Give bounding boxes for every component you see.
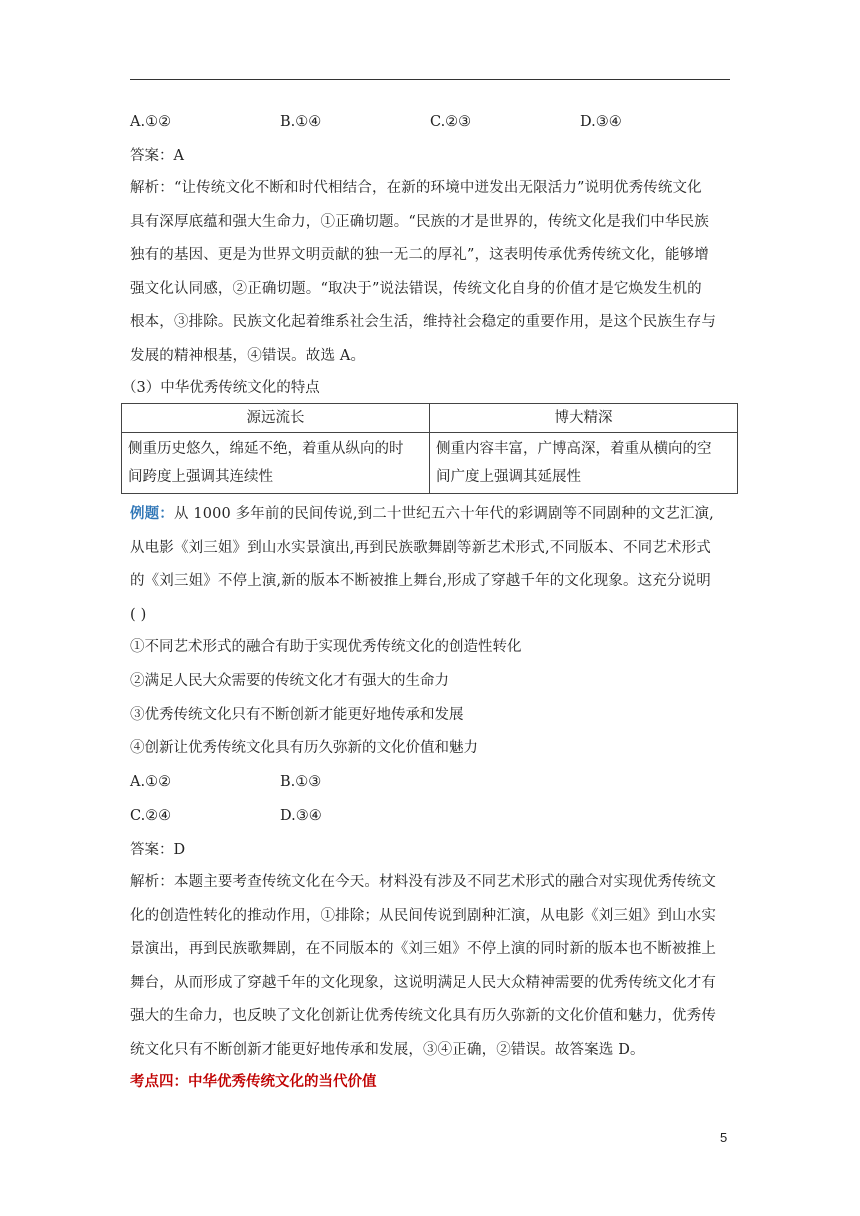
- q1-answer: 答案：A: [130, 148, 184, 164]
- table-cell-line: 间跨度上强调其连续性: [128, 469, 273, 485]
- section3-heading: （3）中华优秀传统文化的特点: [122, 380, 320, 396]
- table-header-row: [122, 404, 738, 433]
- table-header-cell: 博大精深: [430, 404, 738, 433]
- q1-analysis-line: 发展的精神根基，④错误。故选 A。: [130, 347, 366, 364]
- q1-analysis-line: 解析：“让传统文化不断和时代相结合，在新的环境中迸发出无限活力”说明优秀传统文化: [130, 180, 702, 196]
- example-analysis-line: 解析：本题主要考查传统文化在今天。材料没有涉及不同艺术形式的融合对实现优秀传统文: [130, 874, 716, 890]
- q1-option-d: D.③④: [580, 114, 622, 130]
- example-option-d: D.③④: [280, 808, 322, 824]
- table-cell: [122, 433, 430, 494]
- q1-analysis-line: 强文化认同感，②正确切题。“取决于”说法错误，传统文化自身的价值才是它焕发生机的: [130, 280, 702, 297]
- example-stem-line: ( ): [130, 606, 147, 623]
- q1-analysis-line: 独有的基因、更是为世界文明贡献的独一无二的厚礼”，这表明传承优秀传统文化，能够增: [130, 247, 709, 263]
- example-stem-line: 从电影《刘三姐》到山水实景演出,再到民族歌舞剧等新艺术形式,不同版本、不同艺术形式: [130, 539, 711, 556]
- table-row: [122, 433, 738, 494]
- example-stem: [130, 497, 730, 632]
- example-answer: 答案：D: [130, 842, 186, 858]
- example-analysis-line: 化的创造性转化的推动作用，①排除；从民间传说到剧种汇演，从电影《刘三姐》到山水实: [130, 907, 716, 924]
- table-cell-line: 侧重历史悠久，绵延不绝，着重从纵向的时: [128, 441, 404, 457]
- table-cell: [430, 433, 738, 494]
- example-analysis-line: 强大的生命力，也反映了文化创新让优秀传统文化具有历久弥新的文化价值和魅力，优秀传: [130, 1008, 716, 1024]
- example-analysis-line: 舞台，从而形成了穿越千年的文化现象，这说明满足人民大众精神需要的优秀传统文化才有: [130, 974, 716, 991]
- table-cell-line: 间广度上强调其延展性: [436, 469, 581, 485]
- table-cell-line: 侧重内容丰富，广博高深，着重从横向的空: [436, 441, 712, 457]
- q1-option-a: A.①②: [130, 114, 172, 130]
- q1-analysis-line: 具有深厚底蕴和强大生命力，①正确切题。“民族的才是世界的，传统文化是我们中华民族: [130, 213, 709, 230]
- example-analysis-line: 统文化只有不断创新才能更好地传承和发展，③④正确，②错误。故答案选 D。: [130, 1041, 645, 1058]
- example-option-b: B.①③: [280, 774, 322, 790]
- page-number: 5: [720, 1130, 728, 1145]
- example-analysis: [130, 866, 730, 1067]
- table-header-cell: 源远流长: [122, 404, 430, 433]
- example-statement: ①不同艺术形式的融合有助于实现优秀传统文化的创造性转化: [130, 639, 522, 655]
- example-statement: ④创新让优秀传统文化具有历久弥新的文化价值和魅力: [130, 740, 478, 756]
- example-option-c: C.②④: [130, 808, 172, 824]
- example-statement: ③优秀传统文化只有不断创新才能更好地传承和发展: [130, 707, 464, 723]
- example-stem-line: 的《刘三姐》不停上演,新的版本不断被推上舞台,形成了穿越千年的文化现象。这充分说明: [130, 573, 711, 589]
- header-rule: [130, 79, 730, 80]
- example-analysis-line: 景演出，再到民族歌舞剧，在不同版本的《刘三姐》不停上演的同时新的版本也不断被推上: [130, 941, 716, 957]
- q1-analysis: [130, 172, 730, 373]
- q1-option-b: B.①④: [280, 114, 322, 130]
- q1-analysis-line: 根本，③排除。民族文化起着维系社会生活，维持社会稳定的重要作用，是这个民族生存与: [130, 314, 716, 330]
- q1-option-c: C.②③: [430, 114, 472, 130]
- example-label: 例题：: [130, 505, 174, 522]
- example-stem-line: 从 1000 多年前的民间传说,到二十世纪五六十年代的彩调剧等不同剧种的文艺汇演,: [173, 506, 714, 522]
- features-table: [121, 403, 738, 494]
- next-section-heading: 考点四：中华优秀传统文化的当代价值: [130, 1073, 377, 1090]
- example-option-a: A.①②: [130, 774, 172, 790]
- example-statement: ②满足人民大众需要的传统文化才有强大的生命力: [130, 673, 449, 689]
